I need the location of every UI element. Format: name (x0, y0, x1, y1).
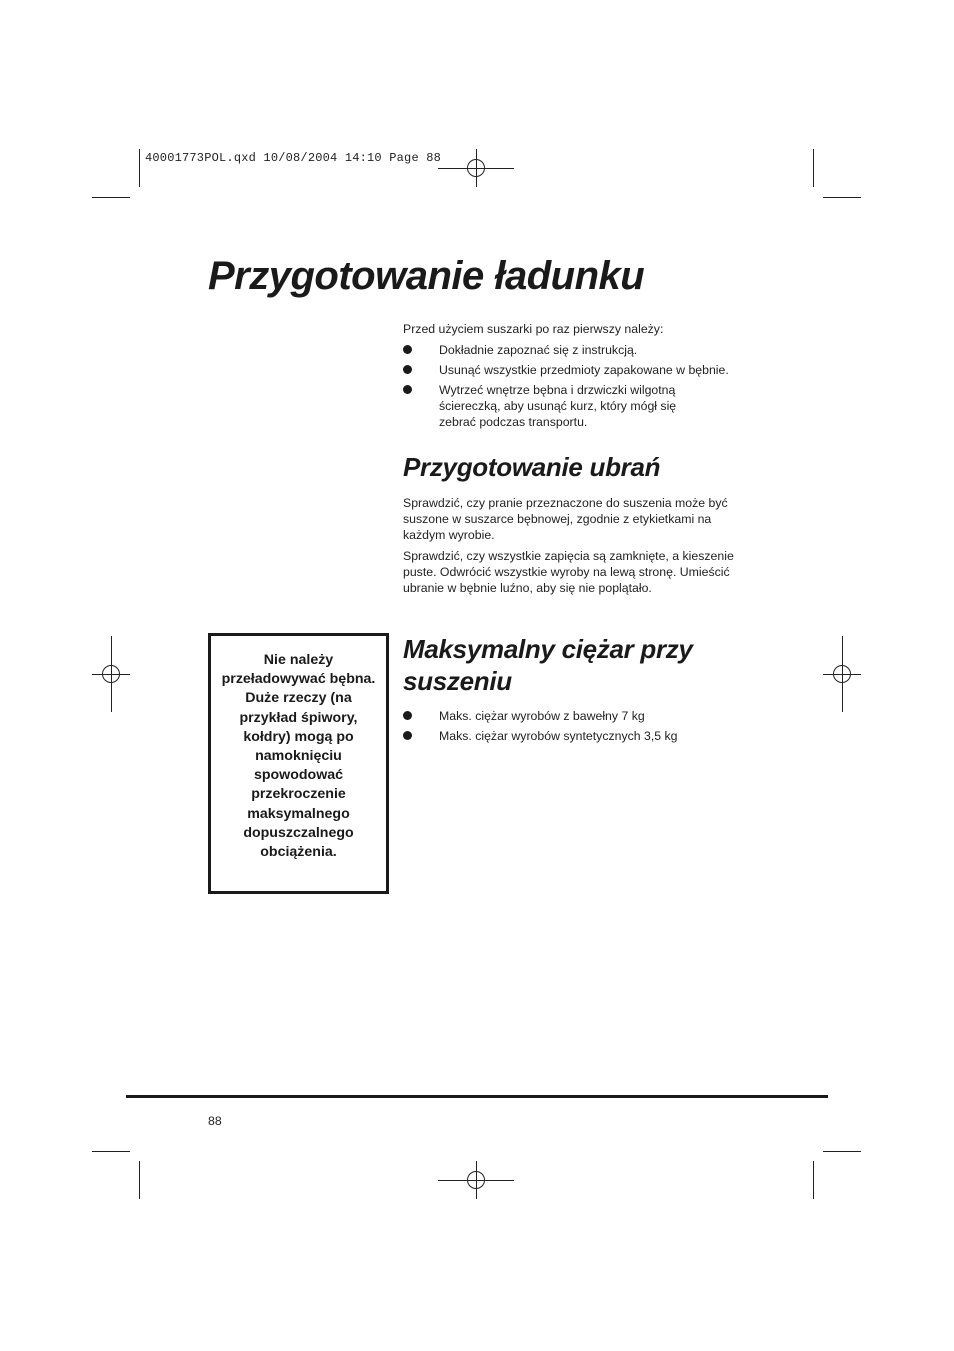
intro-list (403, 342, 753, 430)
bullet-icon (403, 711, 412, 720)
crop-mark-bottom-left-v (139, 1161, 140, 1199)
list-item-text: Dokładnie zapoznać się z instrukcją. (439, 343, 638, 357)
crop-mark-top-right-h (823, 197, 861, 198)
list-item-text: Maks. ciężar wyrobów syntetycznych 3,5 kg (439, 729, 678, 743)
reg-mark-left-circle (102, 665, 120, 683)
reg-mark-bottom-circle (467, 1171, 485, 1189)
list-item (403, 708, 753, 724)
list-item-text: Usunąć wszystkie przedmioty zapakowane w bębnie. (439, 363, 729, 377)
max-load-heading: Maksymalny ciężar przy suszeniu (403, 634, 693, 696)
list-item-text: Wytrzeć wnętrze bębna i drzwiczki wilgotną ściereczką, aby usunąć kurz, który mógł się zebrać podczas transportu. (439, 383, 677, 429)
max-load-list (403, 708, 753, 744)
crop-mark-bottom-right-v (813, 1161, 814, 1199)
clothes-section (403, 495, 743, 596)
max-load-section (403, 708, 753, 744)
footer-rule (126, 1095, 828, 1098)
clothes-paragraph: Sprawdzić, czy wszystkie zapięcia są zamknięte, a kieszenie puste. Odwrócić wszystkie wyroby na lewą stronę. Umieścić ubranie w bębnie luźno, aby się nie poplątało. (403, 549, 734, 595)
reg-mark-right-circle (833, 665, 851, 683)
print-slug: 40001773POL.qxd 10/08/2004 14:10 Page 88 (145, 151, 442, 165)
warning-text: Nie należy przeładowywać bębna. Duże rzeczy (na przykład śpiwory, kołdry) mogą po namoknięciu spowodować przekroczenie maksymalnego dopuszczalnego obciążenia. (221, 652, 376, 861)
bullet-icon (403, 385, 412, 394)
crop-mark-top-left-v (139, 149, 140, 187)
crop-mark-top-right-v (813, 149, 814, 187)
intro-lead: Przed użyciem suszarki po raz pierwszy należy: (403, 322, 664, 336)
list-item (403, 728, 753, 744)
bullet-icon (403, 731, 412, 740)
page-number: 88 (208, 1114, 222, 1128)
crop-mark-top-left-h (92, 197, 130, 198)
warning-box (208, 633, 389, 894)
bullet-icon (403, 345, 412, 354)
crop-mark-bottom-right-h (823, 1151, 861, 1152)
list-item (403, 362, 753, 378)
clothes-heading: Przygotowanie ubrań (403, 452, 661, 482)
list-item (403, 342, 753, 358)
list-item-text: Maks. ciężar wyrobów z bawełny 7 kg (439, 709, 645, 723)
bullet-icon (403, 365, 412, 374)
intro-section (403, 321, 753, 430)
clothes-paragraph: Sprawdzić, czy pranie przeznaczone do suszenia może być suszone w suszarce bębnowej, zgodnie z etykietkami na każdym wyrobie. (403, 496, 728, 542)
crop-mark-bottom-left-h (92, 1151, 130, 1152)
list-item (403, 382, 753, 430)
page-title: Przygotowanie ładunku (208, 254, 645, 298)
reg-mark-top-circle (467, 159, 485, 177)
